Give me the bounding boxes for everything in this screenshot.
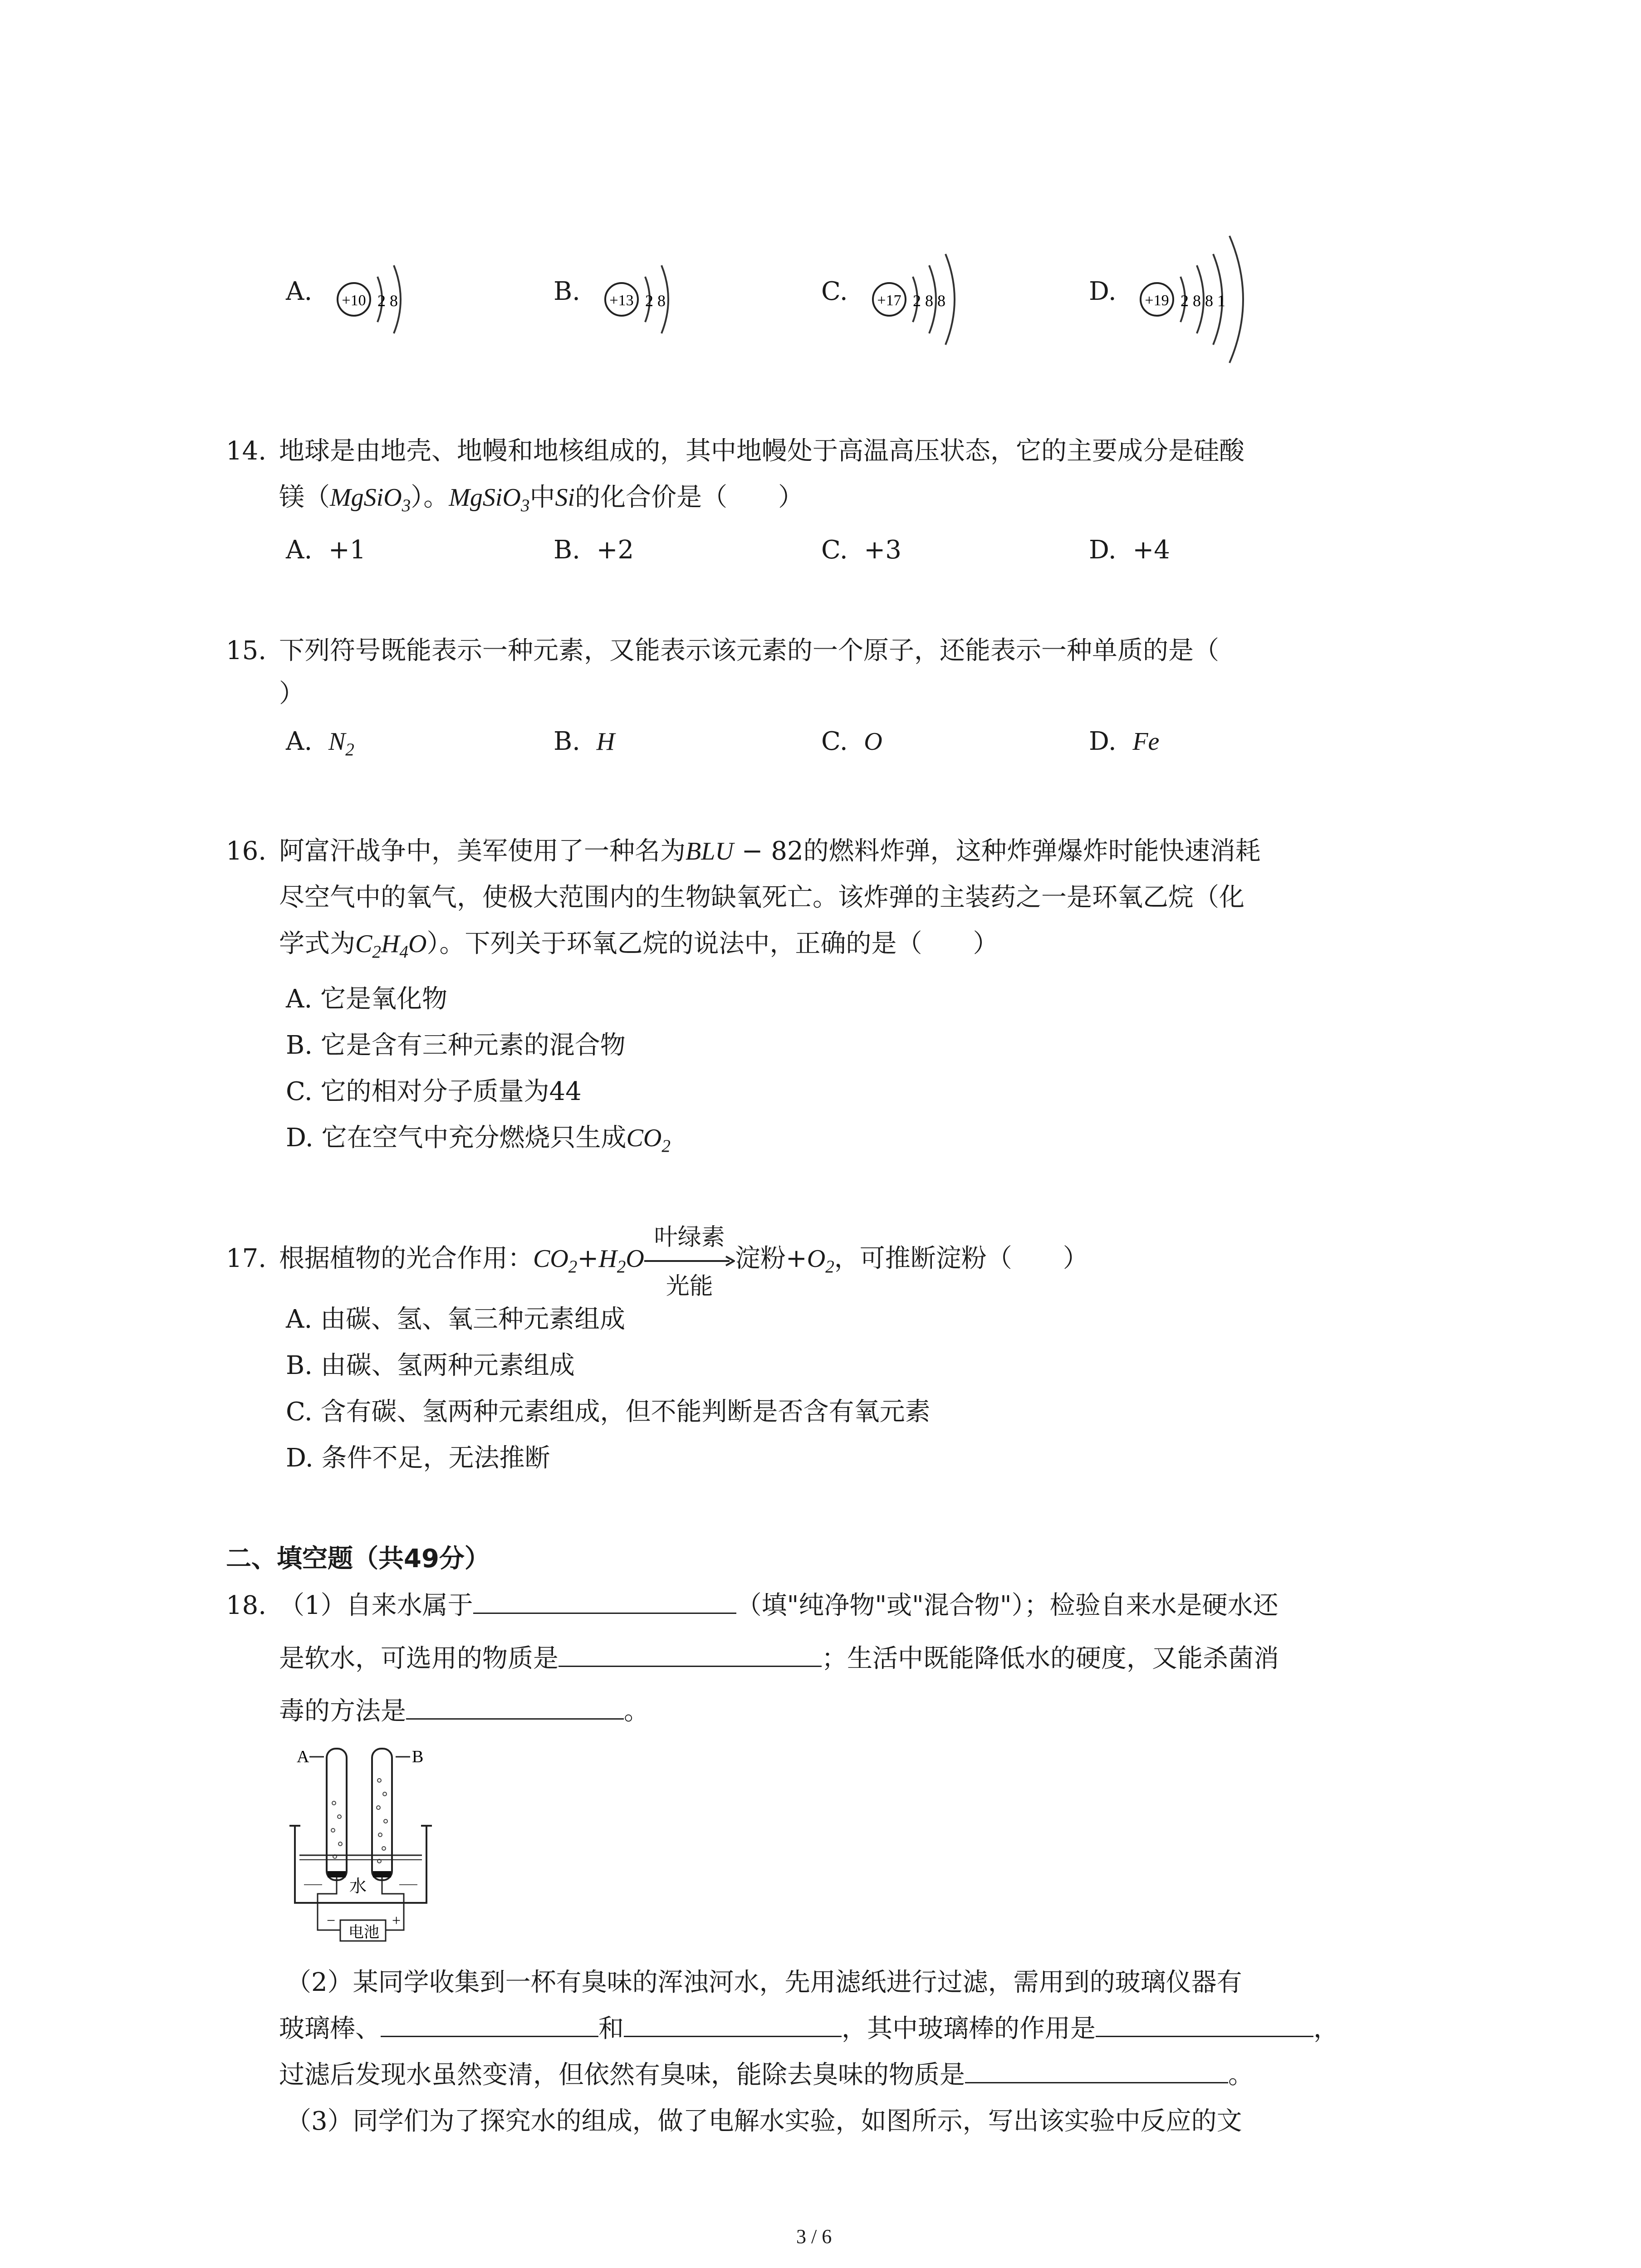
svg-text:+17: +17 bbox=[877, 292, 901, 309]
section-heading: 二、填空题（共49分） bbox=[226, 1544, 490, 1574]
q13-option-c-label: C. bbox=[821, 277, 848, 306]
electrode-b bbox=[373, 1871, 391, 1877]
q15-option-a: A. $N_2$ bbox=[286, 727, 354, 759]
q18-part2-line3: 过滤后发现水虽然变清，但依然有臭味，能除去臭味的物质是 。 bbox=[279, 2060, 1254, 2090]
tube-label-b: B bbox=[412, 1747, 424, 1766]
q16-stem-line2: 尽空气中的氧气，使极大范围内的生物缺氧死亡。该炸弹的主装药之一是环氧乙烷（化 bbox=[279, 883, 1244, 912]
q16-stem-line3: 学式为$C_2H_4O$）。下列关于环氧乙烷的说法中，正确的是（ ） bbox=[279, 929, 999, 962]
q16-number: 16. bbox=[226, 836, 267, 866]
q18-part2-line2: 玻璃棒、 和 ，其中玻璃棒的作用是 ， bbox=[279, 2014, 1339, 2043]
q15-stem-line2: ） bbox=[279, 679, 304, 709]
test-tube-b bbox=[372, 1749, 392, 1880]
svg-text:+19: +19 bbox=[1145, 292, 1169, 309]
q18-part1-line2: 是软水，可选用的物质是 ；生活中既能降低水的硬度，又能杀菌消 bbox=[279, 1644, 1279, 1673]
q18-part3-line1: （3）同学们为了探究水的组成，做了电解水实验，如图所示，写出该实验中反应的文 bbox=[286, 2107, 1242, 2136]
atom-diagram-d bbox=[1130, 209, 1302, 390]
reaction-arrow bbox=[644, 1223, 735, 1300]
q17-number: 17. bbox=[226, 1244, 267, 1273]
q13-option-d-label: D. bbox=[1089, 277, 1117, 306]
q16-option-c: C. 它的相对分子质量为44 bbox=[286, 1077, 582, 1106]
page-number: 3 / 6 bbox=[796, 2225, 832, 2248]
q14-stem-line2: 镁（MgSiO$_3$）。MgSiO$_3$中Si的化合价是（ ） bbox=[279, 483, 804, 515]
negative-terminal-label: − bbox=[327, 1912, 336, 1929]
q16-option-a: A. 它是氧化物 bbox=[286, 984, 448, 1014]
battery-label: 电池 bbox=[348, 1923, 379, 1941]
q18-number: 18. bbox=[226, 1591, 267, 1620]
answer-blank[interactable] bbox=[473, 1590, 736, 1614]
q17-option-d: D. 条件不足，无法推断 bbox=[286, 1443, 550, 1473]
water-label: 水 bbox=[349, 1876, 367, 1896]
nucleus-charge: +10 bbox=[342, 292, 366, 309]
svg-text:+13: +13 bbox=[609, 292, 634, 309]
q18-part1-line1: （1）自来水属于 （填"纯净物"或"混合物"）；检验自来水是硬水还 bbox=[279, 1591, 1279, 1620]
answer-blank[interactable] bbox=[624, 2013, 842, 2037]
q15-option-b: B. H bbox=[554, 727, 615, 756]
q14-stem-line1: 地球是由地壳、地幔和地核组成的，其中地幔处于高温高压状态，它的主要成分是硅酸 bbox=[279, 436, 1244, 466]
q17-option-a: A. 由碳、氢、氧三种元素组成 bbox=[286, 1305, 626, 1334]
test-tube-a bbox=[327, 1749, 347, 1880]
svg-text:2 8 8: 2 8 8 bbox=[913, 292, 945, 310]
answer-blank[interactable] bbox=[381, 2013, 598, 2037]
atom-diagram-a bbox=[327, 245, 445, 354]
q14-option-a: A. +1 bbox=[286, 535, 366, 565]
tube-label-a: A bbox=[297, 1747, 309, 1766]
electrode-a bbox=[328, 1871, 346, 1877]
svg-text:2 8 8 1: 2 8 8 1 bbox=[1181, 292, 1225, 310]
q14-number: 14. bbox=[226, 436, 267, 466]
q15-number: 15. bbox=[226, 636, 267, 665]
arrow-condition-bottom: 光能 bbox=[666, 1272, 713, 1300]
q13-option-b-label: B. bbox=[554, 277, 580, 306]
electrolysis-apparatus-figure bbox=[277, 1740, 458, 1957]
q16-stem-line1: 阿富汗战争中，美军使用了一种名为BLU − 82的燃料炸弹，这种炸弹爆炸时能快速消耗 bbox=[279, 836, 1261, 866]
q14-option-b: B. +2 bbox=[554, 535, 634, 565]
answer-blank[interactable] bbox=[1096, 2013, 1313, 2037]
atom-diagram-c bbox=[862, 227, 1007, 372]
arrow-condition-top: 叶绿素 bbox=[654, 1223, 725, 1251]
q17-option-c: C. 含有碳、氢两种元素组成，但不能判断是否含有氧元素 bbox=[286, 1397, 931, 1427]
q14-option-c: C. +3 bbox=[821, 535, 901, 565]
q15-stem-line1: 下列符号既能表示一种元素，又能表示该元素的一个原子，还能表示一种单质的是（ bbox=[279, 636, 1219, 665]
electron-counts: 2 8 bbox=[377, 292, 398, 310]
atom-diagram-b bbox=[594, 245, 712, 354]
q17-option-b: B. 由碳、氢两种元素组成 bbox=[286, 1351, 575, 1380]
q18-part1-line3: 毒的方法是 。 bbox=[279, 1696, 649, 1726]
positive-terminal-label: + bbox=[392, 1912, 401, 1929]
arrow-icon bbox=[644, 1254, 735, 1268]
q15-option-d: D. Fe bbox=[1089, 727, 1160, 756]
q16-option-b: B. 它是含有三种元素的混合物 bbox=[286, 1031, 626, 1060]
q14-option-d: D. +4 bbox=[1089, 535, 1170, 565]
q13-option-a-label: A. bbox=[286, 277, 313, 306]
q15-option-c: C. O bbox=[821, 727, 882, 756]
q18-part2-line1: （2）某同学收集到一杯有臭味的浑浊河水，先用滤纸进行过滤，需用到的玻璃仪器有 bbox=[286, 1968, 1242, 1997]
answer-blank[interactable] bbox=[558, 1643, 822, 1667]
q17-equation-line: 根据植物的光合作用：$CO_2+H_2O$ 叶绿素 光能 淀粉$+O_2$，可推断淀粉（ ） bbox=[279, 1243, 1088, 1275]
q16-option-d: D. 它在空气中充分燃烧只生成$CO_2$ bbox=[286, 1123, 671, 1156]
answer-blank[interactable] bbox=[965, 2059, 1228, 2083]
answer-blank[interactable] bbox=[406, 1696, 624, 1720]
svg-text:2 8: 2 8 bbox=[645, 292, 666, 310]
